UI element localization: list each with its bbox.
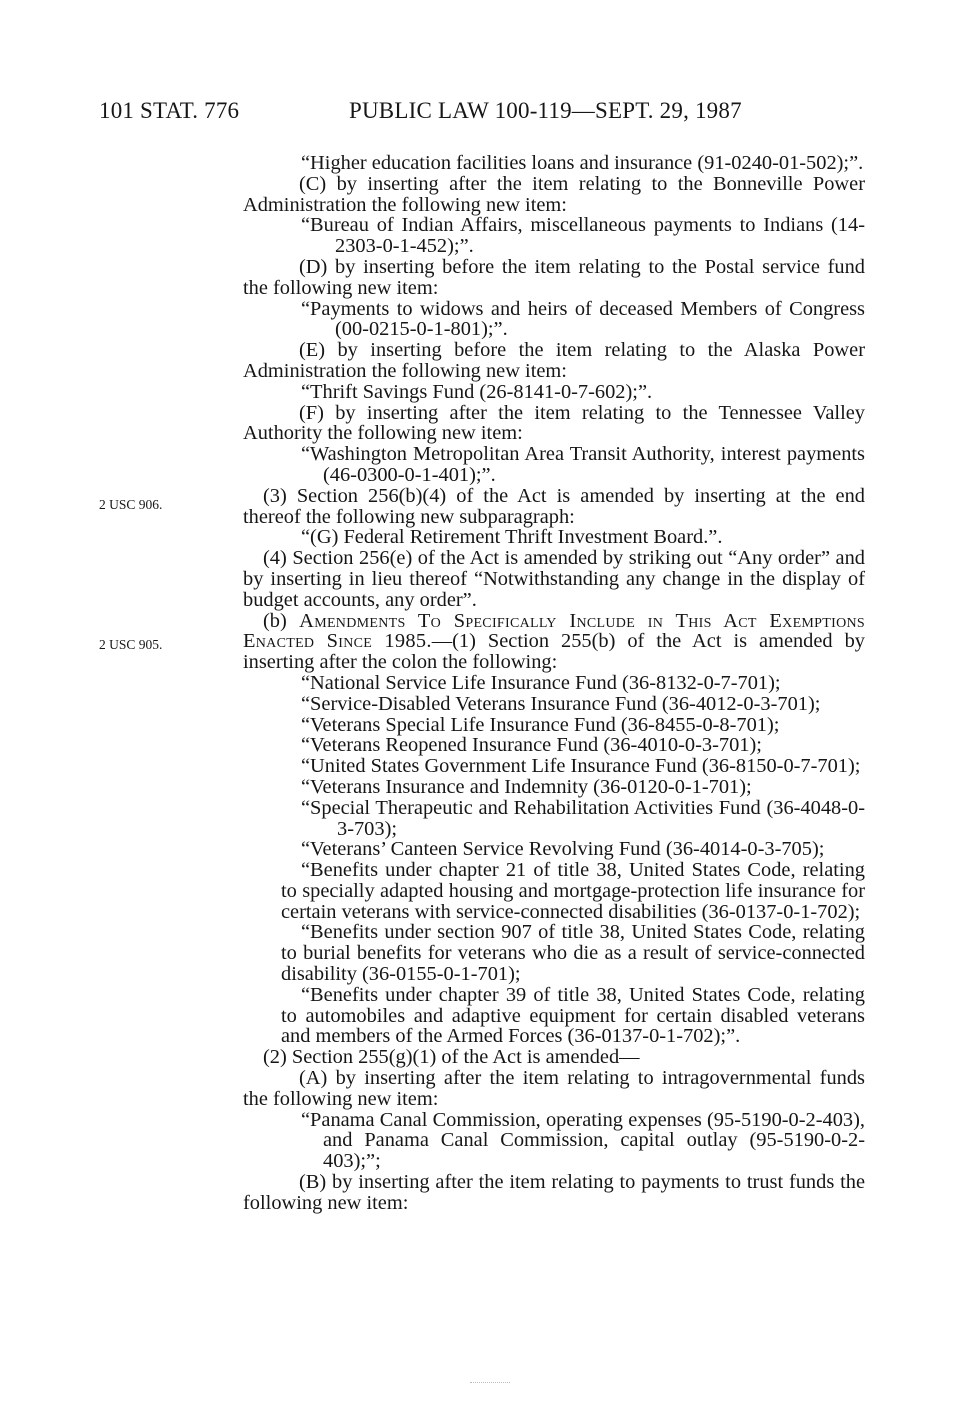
fund-item: “Special Therapeutic and Rehabilitation Activities Fund (36-4048-0-3-703);: [301, 796, 865, 840]
subsection: [243, 611, 865, 673]
fund-item: “Veterans Reopened Insurance Fund (36-4010-0-3-701);: [301, 734, 762, 757]
quoted-item: “Panama Canal Commission, operating expenses (95-5190-0-2-403), and Panama Canal Commission, capital outlay (95-5190-0-2-403);”;: [301, 1108, 865, 1173]
fund-item: “Benefits under chapter 21 of title 38, United States Code, relating to specially adapted housing and mortgage-protection life insurance for certain veterans with service-connected disabilities (36-0137-0-1-702);: [281, 859, 865, 923]
statute-body: [243, 153, 865, 1214]
page-number-header: 101 STAT. 776: [99, 98, 240, 123]
clause: (B) by inserting after the item relating to payments to trust funds the following new item:: [243, 1171, 865, 1214]
clause: (D) by inserting before the item relating to the Postal service fund the following new item:: [243, 255, 865, 299]
subsection-heading: Amendments To Specifically Include in This Act Exemptions Enacted Since 1985.: [243, 609, 865, 653]
paragraph: (2) Section 255(g)(1) of the Act is amended—: [263, 1046, 640, 1069]
fund-item: “Service-Disabled Veterans Insurance Fund (36-4012-0-3-701);: [301, 692, 821, 715]
paragraph: (4) Section 256(e) of the Act is amended by striking out “Any order” and by inserting in lieu thereof “Notwithstanding any change in the display of budget accounts, any order”.: [243, 547, 865, 611]
paragraph: (3) Section 256(b)(4) of the Act is amended by inserting at the end thereof the following new subparagraph:: [243, 484, 865, 528]
quoted-item: “Higher education facilities loans and insurance (91-0240-01-502);”.: [301, 152, 864, 174]
quoted-item: “Payments to widows and heirs of deceased Members of Congress (00-0215-0-1-801);”.: [301, 297, 865, 341]
clause: (C) by inserting after the item relating to the Bonneville Power Administration the following new item:: [243, 172, 865, 216]
clause: (F) by inserting after the item relating to the Tennessee Valley Authority the following new item:: [243, 401, 865, 445]
clause: (E) by inserting before the item relating to the Alaska Power Administration the following new item:: [243, 339, 865, 382]
page-smudge: [470, 1382, 510, 1385]
quoted-item: “(G) Federal Retirement Thrift Investment Board.”.: [301, 526, 723, 549]
fund-item: “Benefits under chapter 39 of title 38, United States Code, relating to automobiles and adaptive equipment for certain disabled veterans and members of the Armed Forces (36-0137-0-1-702);”.: [281, 983, 865, 1048]
fund-item: “United States Government Life Insurance Fund (36-8150-0-7-701);: [301, 755, 861, 778]
clause: (A) by inserting after the item relating to intragovernmental funds the following new item:: [243, 1067, 865, 1110]
quoted-item: “Washington Metropolitan Area Transit Authority, interest payments (46-0300-0-1-401);”.: [301, 443, 865, 486]
fund-item: “Veterans Insurance and Indemnity (36-0120-0-1-701);: [301, 775, 752, 798]
margin-citation: 2 USC 906.: [99, 497, 163, 512]
quoted-item: “Thrift Savings Fund (26-8141-0-7-602);”.: [301, 380, 653, 403]
fund-item: “National Service Life Insurance Fund (36-8132-0-7-701);: [301, 671, 781, 694]
fund-item: “Benefits under section 907 of title 38, United States Code, relating to burial benefits for veterans who die as a result of service-connected disability (36-0155-0-1-701);: [281, 921, 865, 986]
fund-item: “Veterans’ Canteen Service Revolving Fund (36-4014-0-3-705);: [301, 838, 825, 861]
margin-citation: 2 USC 905.: [99, 637, 163, 652]
fund-item: “Veterans Special Life Insurance Fund (36-8455-0-8-701);: [301, 713, 780, 736]
subsection-label: (b): [263, 609, 287, 632]
quoted-item: “Bureau of Indian Affairs, miscellaneous payments to Indians (14-2303-0-1-452);”.: [301, 214, 865, 258]
subsection-text: —(1) Section 255(b) of the Act is amended by inserting after the colon the following:: [243, 630, 865, 674]
running-title-header: PUBLIC LAW 100-119—SEPT. 29, 1987: [349, 98, 742, 123]
